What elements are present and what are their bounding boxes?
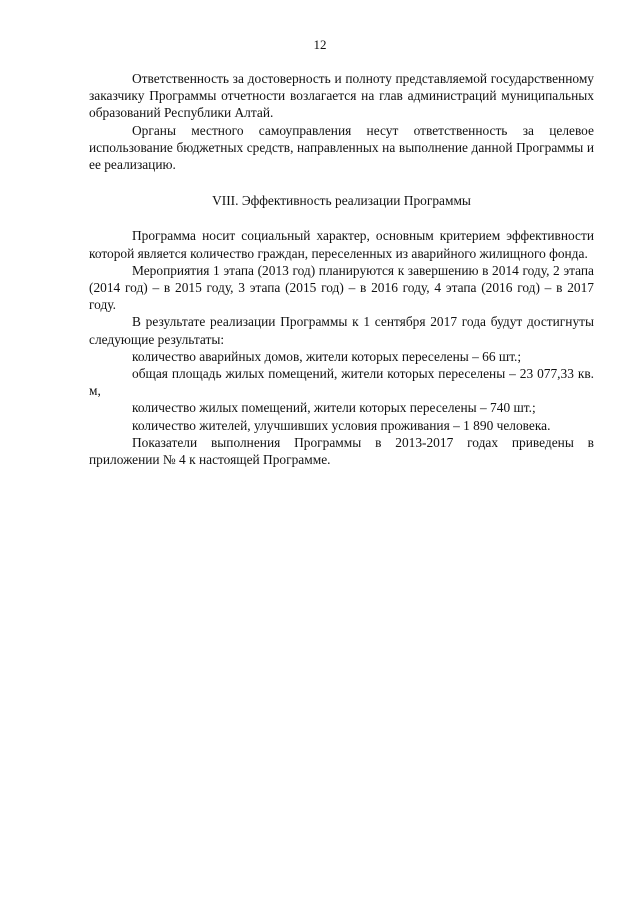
- paragraph-program-character: Программа носит социальный характер, основным критерием эффективности которой является количество граждан, переселенных из аварийного жилищного фонда.: [89, 228, 594, 261]
- paragraph-responsibility-reporting: Ответственность за достоверность и полноту представляемой государственному заказчику Программы отчетности возлагается на глав администраций муниципальных образований Республики Алтай.: [89, 71, 594, 121]
- result-item-area: общая площадь жилых помещений, жители которых переселены – 23 077,33 кв. м,: [89, 366, 594, 399]
- result-item-residents: количество жителей, улучшивших условия проживания – 1 890 человека.: [132, 417, 551, 433]
- paragraph-stages: Мероприятия 1 этапа (2013 год) планируются к завершению в 2014 году, 2 этапа (2014 год) – в 2015 году, 3 этапа (2015 год) – в 2016 году, 4 этапа (2016 год) – в 2017 году.: [89, 262, 594, 313]
- result-item-houses: количество аварийных домов, жители которых переселены – 66 шт.;: [132, 348, 522, 364]
- section-heading: VIII. Эффективность реализации Программы: [212, 193, 471, 209]
- document-body: [89, 70, 594, 468]
- result-item-dwellings: количество жилых помещений, жители которых переселены – 740 шт.;: [132, 400, 536, 416]
- paragraph-indicators: Показатели выполнения Программы в 2013-2017 годах приведены в приложении № 4 к настоящей Программе.: [89, 434, 594, 468]
- page-number: 12: [313, 37, 327, 52]
- paragraph-responsibility-funds: Органы местного самоуправления несут ответственность за целевое использование бюджетных средств, направленных на выполнение данной Программы и ее реализацию.: [89, 122, 594, 173]
- paragraph-results-intro: В результате реализации Программы к 1 сентября 2017 года будут достигнуты следующие результаты:: [89, 314, 594, 347]
